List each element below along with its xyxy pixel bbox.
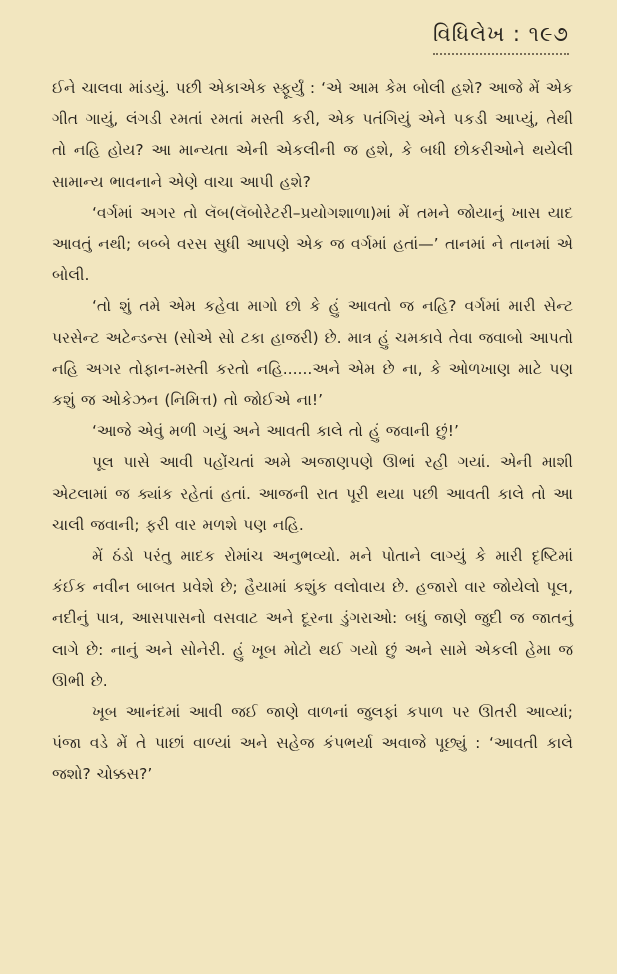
running-title: વિધિલેખ : ૧૯૭ <box>433 22 569 55</box>
paragraph-7: ખૂબ આનંદમાં આવી જઈ જાણે વાળનાં જુલફાં કપાળ પર ઊતરી આવ્યાં; પંજા વડે મેં તે પાછાં વાળ્યાં અને સહેજ કંપભર્યા અવાજે પૂછ્યું : ‘આવતી કાલે જશો? ચોક્કસ?’ <box>52 703 573 784</box>
paragraph-6: મેં ઠંડો પરંતુ માદક રોમાંચ અનુભવ્યો. મને પોતાને લાગ્યું કે મારી દૃષ્ટિમાં કંઈક નવીન બાબત પ્રવેશે છે; હૈયામાં કશુંક વલોવાય છે. હજારો વાર જોયેલો પૂલ, નદીનું પાત્ર, આસપાસનો વસવાટ અને દૂરના ડુંગરાઓ: બધું જાણે જુદી જ જાતનું લાગે છે: નાનું અને સોનેરી. હું ખૂબ મોટો થઈ ગયો છું અને સામે એકલી હેમા જ ઊભી છે. <box>52 547 573 690</box>
page-header <box>52 22 573 55</box>
paragraph-4: ‘આજે એવું મળી ગયું અને આવતી કાલે તો હું જવાની છું!’ <box>92 422 459 441</box>
paragraph-3: ‘તો શું તમે એમ કહેવા માગો છો કે હું આવતો જ નહિ? વર્ગમાં મારી સેન્ટ પરસેન્ટ અટેન્ડન્સ (સોએ સો ટકા હાજરી) છે. માત્ર હું ચમકાવે તેવા જવાબો આપતો નહિ અગર તોફાન-મસ્તી કરતો નહિ......અને એમ છે ના, કે ઓળખાણ માટે પણ કશું જ ઓકેઝન (નિમિત્ત) તો જોઈએ ના!’ <box>52 297 573 410</box>
paragraph-5: પૂલ પાસે આવી પહોંચતાં અમે અજાણપણે ઊભાં રહી ગયાં. એની માશી એટલામાં જ ક્યાંક રહેતાં હતાં. આજની રાત પૂરી થયા પછી આવતી કાલે તો આ ચાલી જવાની; ફરી વાર મળશે પણ નહિ. <box>52 453 573 534</box>
paragraph-1: ઈને ચાલવા માંડયું. પછી એકાએક સ્ફૂર્યું : ‘એ આમ કેમ બોલી હશે? આજે મેં એક ગીત ગાયું, લંગડી રમતાં રમતાં મસ્તી કરી, એક પતંગિયું એને પકડી આપ્યું, તેથી તો નહિ હોય? આ માન્યતા એની એકલીની જ હશે, કે બધી છોકરીઓને થયેલી સામાન્ય ભાવનાને એણે વાચા આપી હશે? <box>52 79 573 191</box>
body-text <box>52 73 573 791</box>
paragraph-2: ‘વર્ગમાં અગર તો લૅબ(લૅબોરેટરી–પ્રયોગશાળા)માં મેં તમને જોયાનું ખાસ યાદ આવતું નથી; બબ્બે વરસ સુધી આપણે એક જ વર્ગમાં હતાં—’ તાનમાં ને તાનમાં એ બોલી. <box>52 203 573 285</box>
